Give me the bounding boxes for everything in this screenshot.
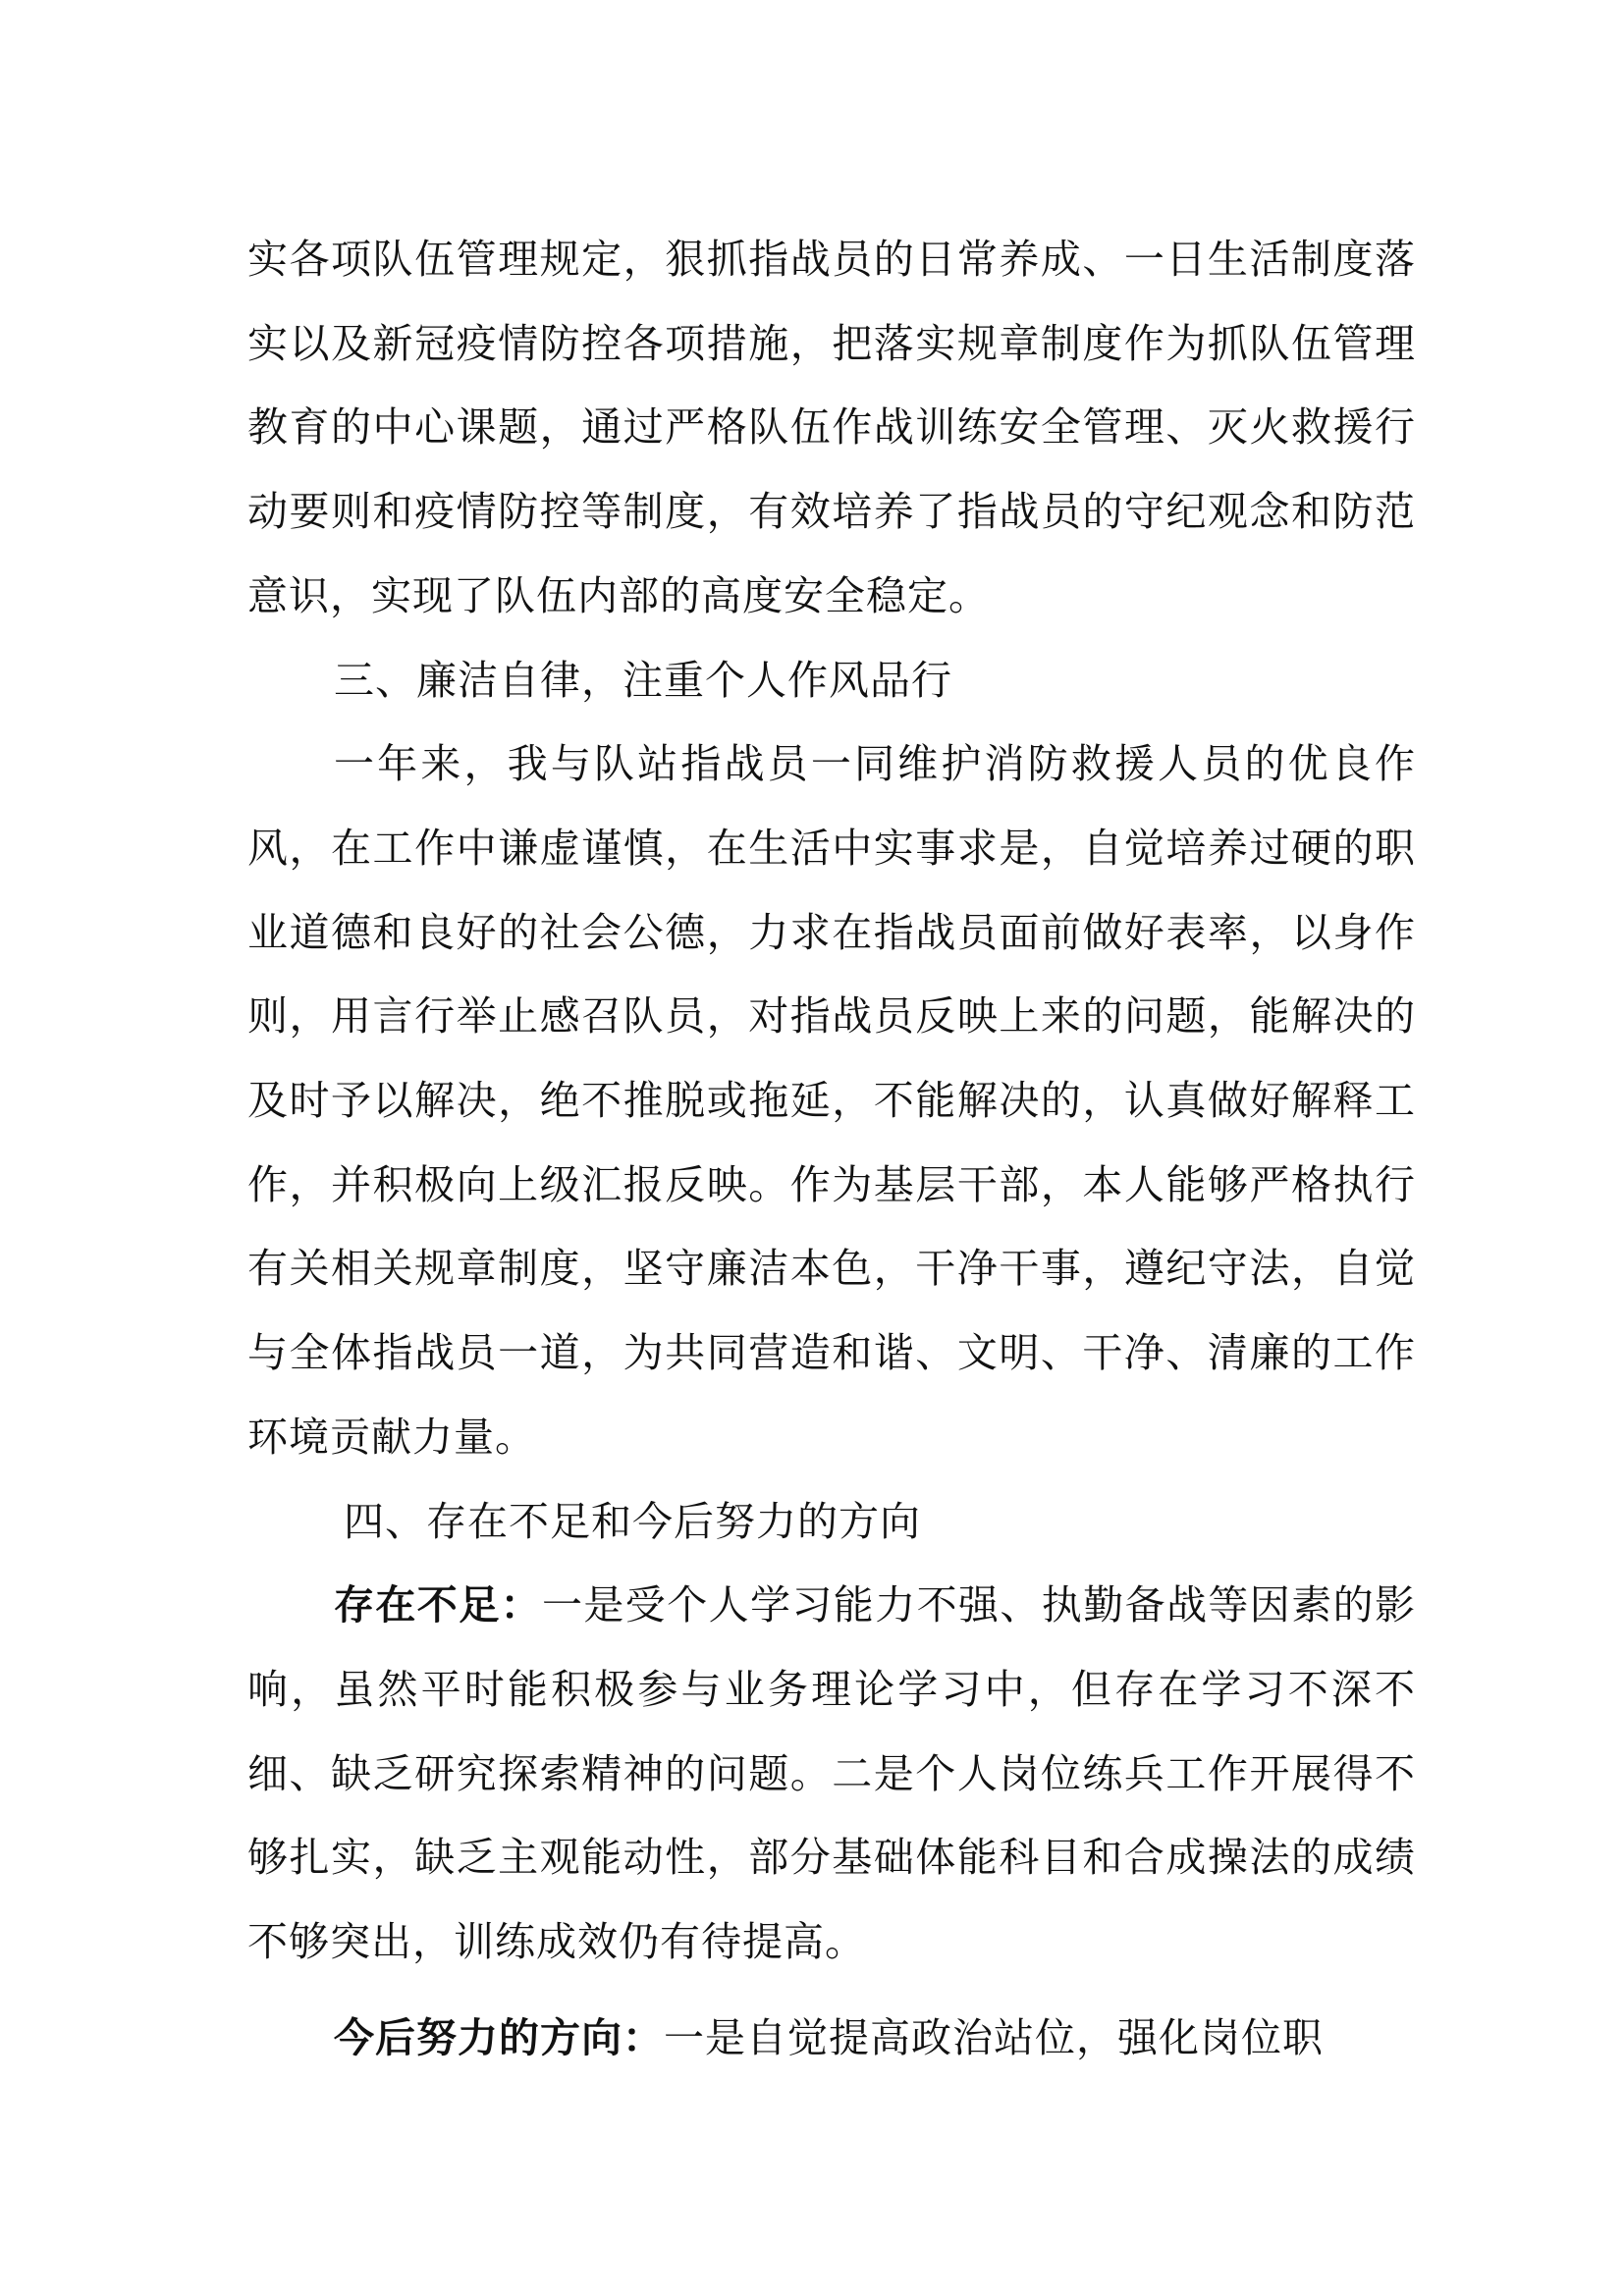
- paragraph-management-rules: [247, 218, 1416, 639]
- paragraph-integrity: [247, 722, 1416, 1479]
- paragraph-text: 实各项队伍管理规定，狠抓指战员的日常养成、一日生活制度落实以及新冠疫情防控各项措施，把落实规章制度作为抓队伍管理教育的中心课题，通过严格队伍作战训练安全管理、灭火救援行动要则和疫情防控等制度，有效培养了指战员的守纪观念和防范意识，实现了队伍内部的高度安全稳定。: [247, 236, 1416, 619]
- section-heading-integrity: [247, 639, 1416, 723]
- paragraph-lead-label: 存在不足：: [334, 1581, 542, 1629]
- paragraph-shortcomings: [247, 1564, 1416, 1985]
- heading-text: 四、存在不足和今后努力的方向: [344, 1497, 921, 1545]
- paragraph-text: 一年来，我与队站指战员一同维护消防救援人员的优良作风，在工作中谦虚谨慎，在生活中实事求是，自觉培养过硬的职业道德和良好的社会公德，力求在指战员面前做好表率，以身作则，用言行举止感召队员，对指战员反映上来的问题，能解决的及时予以解决，绝不推脱或拖延，不能解决的，认真做好解释工作，并积极向上级汇报反映。作为基层干部，本人能够严格执行有关相关规章制度，坚守廉洁本色，干净干事，遵纪守法，自觉与全体指战员一道，为共同营造和谐、文明、干净、清廉的工作环境贡献力量。: [247, 740, 1416, 1461]
- paragraph-future-direction: [247, 1997, 1416, 2081]
- paragraph-lead-label: 今后努力的方向：: [334, 2013, 664, 2061]
- paragraph-text: 一是自觉提高政治站位，强化岗位职: [664, 2013, 1324, 2061]
- document-body: [247, 218, 1416, 2080]
- section-heading-shortcomings: [247, 1480, 1416, 1565]
- paragraph-text: 一是受个人学习能力不强、执勤备战等因素的影响，虽然平时能积极参与业务理论学习中，但存在学习不深不细、缺乏研究探索精神的问题。二是个人岗位练兵工作开展得不够扎实，缺乏主观能动性，部分基础体能科目和合成操法的成绩不够突出，训练成效仍有待提高。: [247, 1581, 1416, 1966]
- heading-text: 三、廉洁自律，注重个人作风品行: [334, 656, 952, 704]
